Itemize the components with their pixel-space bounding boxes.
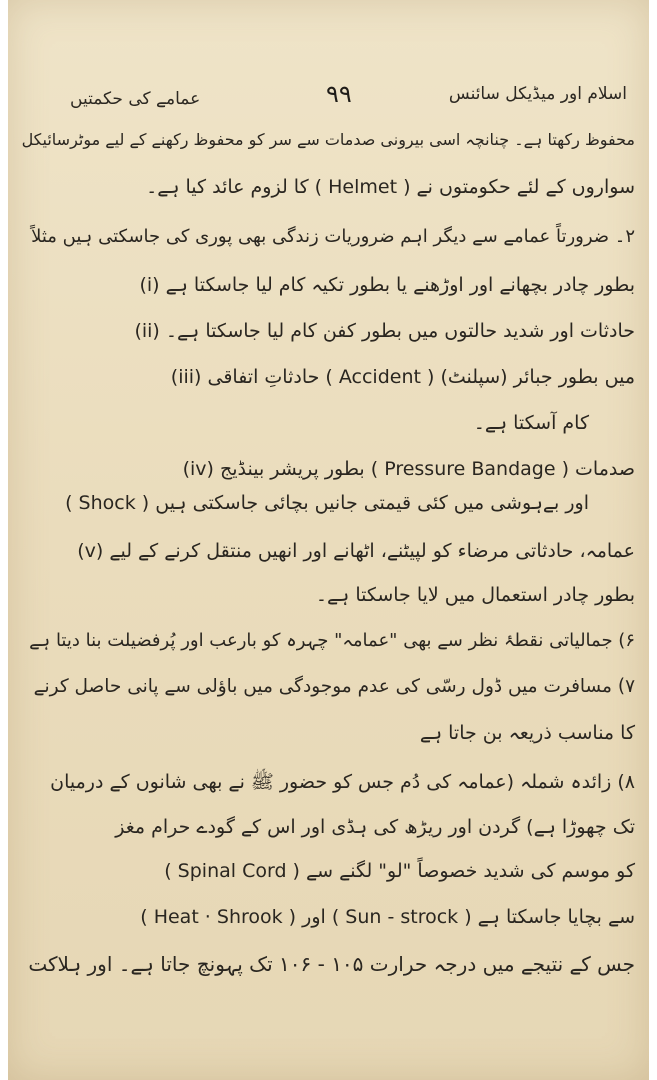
text-line: سواروں کے لئے حکومتوں نے ( Helmet ) کا لزوم عائد کیا ہے۔ — [146, 176, 635, 198]
text-line: ۷) مسافرت میں ڈول رسّی کی عدم موجودگی میں باؤلی سے پانی حاصل کرنے — [33, 676, 635, 697]
text-line: ( Heat · Shrook ) اور ( Sun - strock ) سے بچایا جاسکتا ہے — [140, 906, 635, 928]
text-line: کام آسکتا ہے۔ — [473, 412, 589, 434]
header-book-title: اسلام اور میڈیکل سائنس — [448, 84, 627, 104]
text-line: (iv) بطور پریشر بینڈیج ( Pressure Bandage ) صدمات — [182, 458, 635, 480]
text-line: ۸) زائدہ شملہ (عمامہ کی دُم جس کو حضور ﷺ نے بھی شانوں کے درمیان — [50, 771, 635, 793]
text-line: بطور چادر استعمال میں لایا جاسکتا ہے۔ — [315, 584, 635, 606]
text-line: ( Spinal Cord ) کو موسم کی شدید خصوصاً "لو" لگنے سے — [164, 860, 635, 882]
header-page-number: ۹۹ — [326, 80, 352, 108]
text-line: جس کے نتیجے میں درجہ حرارت ۱۰۵ - ۱۰۶ تک پہونچ جاتا ہے۔ اور ہلاکت — [28, 952, 635, 976]
text-line: (ii) حادثات اور شدید حالتوں میں بطور کفن کام لیا جاسکتا ہے۔ — [134, 320, 635, 342]
text-line: تک چھوڑا ہے) گردن اور ریڑھ کی ہڈی اور اس کے گودے حرام مغز — [115, 816, 635, 838]
text-line: ۲۔ ضرورتاً عمامے سے دیگر اہم ضروریات زندگی بھی پوری کی جاسکتی ہیں مثلاً — [31, 226, 635, 247]
text-line: (iii) حادثاتِ اتفاقی ( Accident ) میں بطور جبائر (سپلنٹ) — [170, 366, 635, 388]
manuscript-page — [8, 0, 649, 1080]
text-line: (i) بطور چادر بچھانے اور اوڑھنے یا بطور تکیہ کام لیا جاسکتا ہے — [139, 274, 635, 296]
text-line: ۶) جمالیاتی نقطۂ نظر سے بھی "عمامہ" چہرہ کو بارعب اور پُرفضیلت بنا دیتا ہے — [29, 630, 635, 651]
text-line: کا مناسب ذریعہ بن جاتا ہے — [419, 722, 635, 744]
header-chapter-title: عمامے کی حکمتیں — [70, 89, 201, 109]
text-line: محفوظ رکھتا ہے۔ چنانچہ اسی بیرونی صدمات سے سر کو محفوظ رکھنے کے لیے موٹرسائیکل — [21, 130, 635, 149]
text-line: (v) عمامہ، حادثاتی مرضاء کو لپیٹنے، اٹھانے اور انھیں منتقل کرنے کے لیے — [77, 540, 635, 562]
text-line: ( Shock ) اور بےہوشی میں کئی قیمتی جانیں بچائی جاسکتی ہیں — [65, 492, 589, 514]
